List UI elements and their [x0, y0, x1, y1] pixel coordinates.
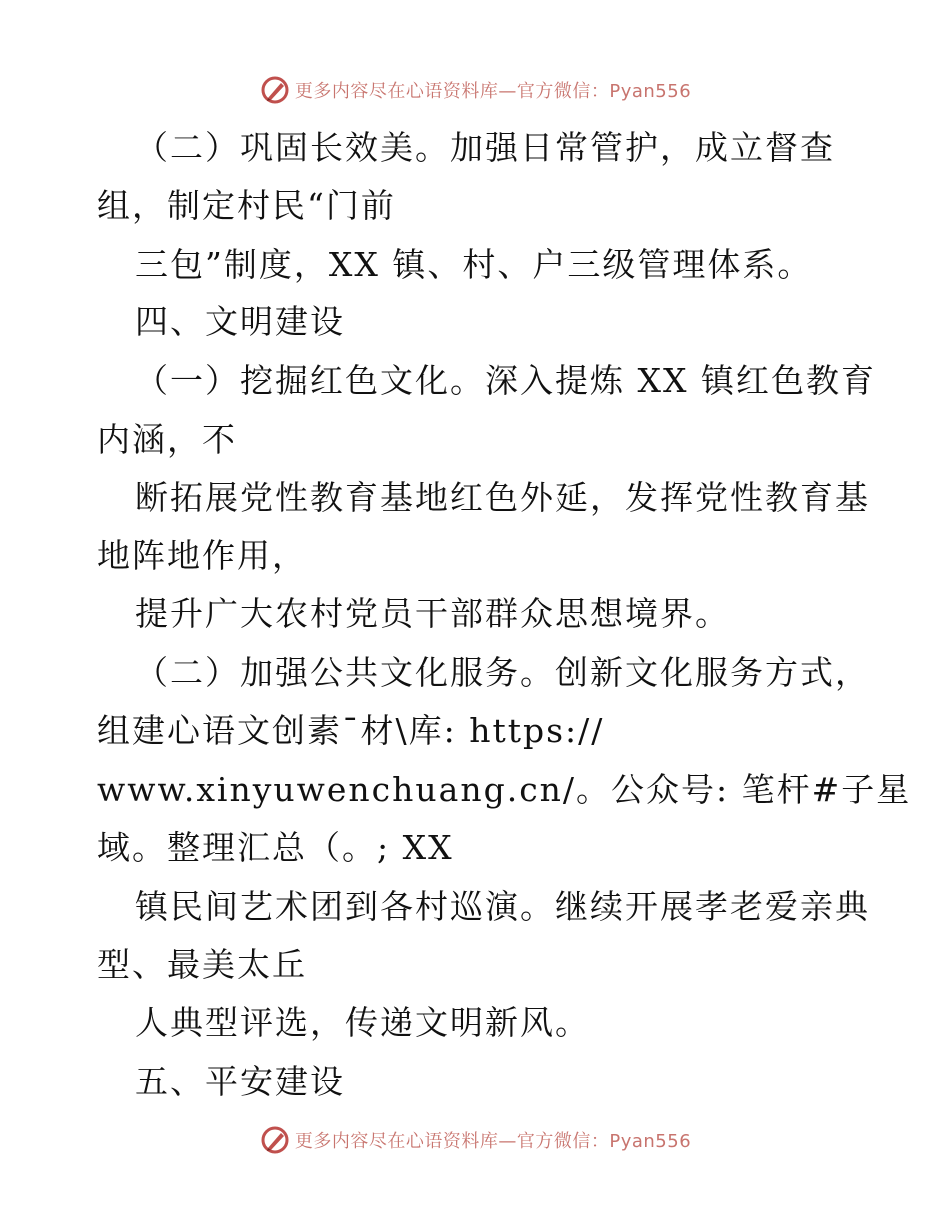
text-line: （一）挖掘红色文化。深入提炼 XX 镇红色教育	[135, 361, 876, 400]
text-line: 三包”制度，XX 镇、村、户三级管理体系。	[135, 245, 813, 284]
text-line: 域。整理汇总（。; XX	[97, 828, 454, 867]
text-line: 组，制定村民“门前	[97, 186, 396, 225]
text-line: 内涵，不	[97, 420, 237, 459]
section-heading: 四、文明建设	[135, 302, 345, 341]
text-line: 地阵地作用，	[97, 536, 307, 575]
text-line: 镇民间艺术团到各村巡演。继续开展孝老爱亲典	[135, 887, 870, 926]
pen-logo-icon	[259, 1124, 291, 1156]
text-line: 组建心语文创素¯材\库: https://	[97, 711, 605, 750]
watermark-text: 更多内容尽在心语资料库—官方微信：Pyan556	[294, 81, 692, 102]
footer-watermark	[0, 1120, 950, 1160]
text-line: 断拓展党性教育基地红色外延，发挥党性教育基	[135, 478, 870, 517]
text-line: www.xinyuwenchuang.cn/。公众号: 笔杆#子星	[97, 770, 912, 809]
text-line: 提升广大农村党员干部群众思想境界。	[135, 594, 730, 633]
text-line: 型、最美太丘	[97, 945, 307, 984]
text-line: （二）加强公共文化服务。创新文化服务方式，	[135, 653, 870, 692]
text-line: （二）巩固长效美。加强日常管护，成立督查	[135, 128, 835, 167]
header-watermark	[0, 70, 950, 110]
pen-logo-icon	[259, 74, 291, 106]
section-heading: 五、平安建设	[135, 1062, 345, 1101]
watermark-text: 更多内容尽在心语资料库—官方微信：Pyan556	[294, 1131, 692, 1152]
text-line: 人典型评选，传递文明新风。	[135, 1003, 590, 1042]
